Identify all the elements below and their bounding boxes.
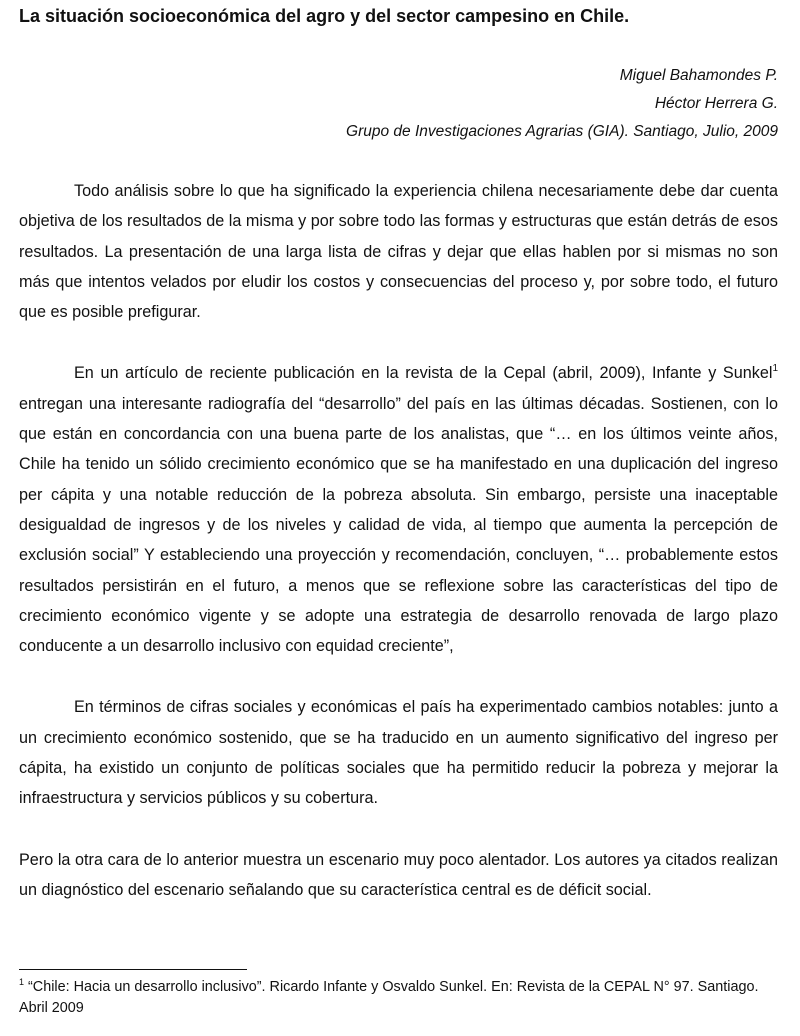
footnote-reference[interactable]: 1 <box>772 363 778 375</box>
author-name: Miguel Bahamondes P. <box>619 67 778 84</box>
paragraph <box>19 358 778 661</box>
author-affiliation: Grupo de Investigaciones Agrarias (GIA). Santiago, Julio, 2009 <box>346 123 778 140</box>
author-name: Héctor Herrera G. <box>654 95 778 112</box>
document-page <box>19 0 778 905</box>
paragraph: En términos de cifras sociales y económicas el país ha experimentado cambios notables: junto a un crecimiento económico sostenido, que se ha traducido en un aumento significativo del ingreso per cápita, ha existido un conjunto de políticas sociales que ha permitido reducir la pobreza y mejorar la infraestructura y servicios públicos y su cobertura. <box>19 698 778 808</box>
paragraph: Pero la otra cara de lo anterior muestra un escenario muy poco alentador. Los autores ya citados realizan un diagnóstico del escenario señalando que su característica central es de déficit social. <box>19 850 778 899</box>
paragraph-text: En un artículo de reciente publicación en la revista de la Cepal (abril, 2009), Infante y Sunkel <box>74 364 773 383</box>
document-title: La situación socioeconómica del agro y del sector campesino en Chile. <box>19 6 630 26</box>
footnote-text: “Chile: Hacia un desarrollo inclusivo”. Ricardo Infante y Osvaldo Sunkel. En: Revista de la CEPAL N° 97. Santiago. Abril 2009 <box>19 979 759 1016</box>
paragraph: Todo análisis sobre lo que ha significado la experiencia chilena necesariamente debe dar cuenta objetiva de los resultados de la misma y por sobre todo las formas y estructuras que están detrás de esos resultados. La presentación de una larga lista de cifras y dejar que ellas hablen por si mismas no son más que intentos velados por eludir los costos y consecuencias del proceso y, por sobre todo, el futuro que es posible prefigurar. <box>19 182 778 322</box>
author-block <box>19 62 778 146</box>
paragraph-text: entregan una interesante radiografía del “desarrollo” del país en las últimas décadas. Sostienen, con lo que están en concordancia con una buena parte de los analistas, que “… en los últimos veinte años, Chile ha tenido un sólido crecimiento económico que se ha manifestado en una duplicación del ingreso per cápita y una notable reducción de la pobreza absoluta. Sin embargo, persiste una inaceptable desigualdad de ingresos y de los niveles y calidad de vida, al tiempo que aumenta la percepción de exclusión social” Y estableciendo una proyección y recomendación, concluyen, “… probablemente estos resultados persistirán en el futuro, a menos que se reflexione sobre las características del tipo de crecimiento económico vigente y se adopte una estrategia de desarrollo renovada de largo plazo conducente a un desarrollo inclusivo con equidad creciente”, <box>19 394 778 656</box>
footnote-marker: 1 <box>19 977 25 987</box>
footnote-divider <box>19 969 247 970</box>
footnote <box>19 977 778 1019</box>
